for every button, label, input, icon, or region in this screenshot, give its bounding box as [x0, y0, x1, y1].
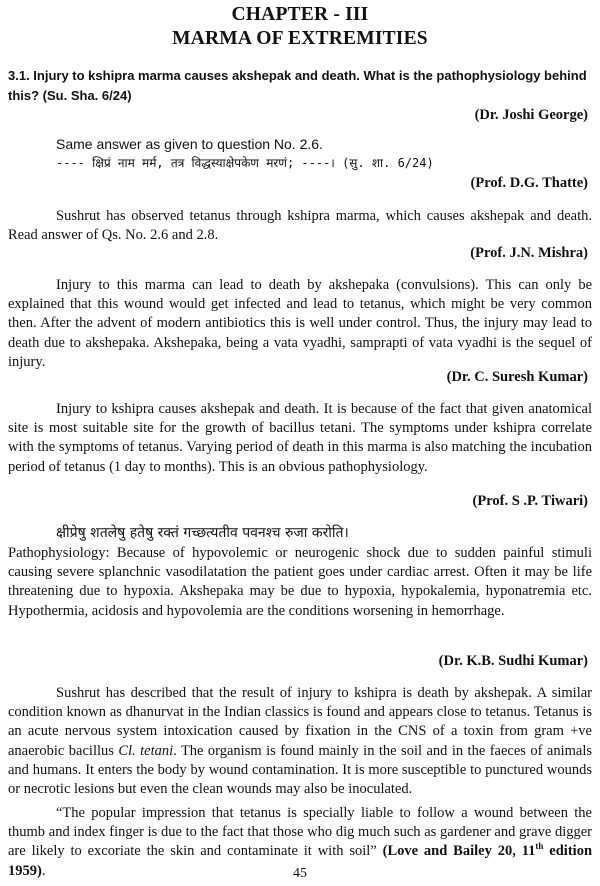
sanskrit-verse: ---- क्षिप्रं नाम मर्म, तत्र विद्धस्याक्षेपकेण मरणं; ----। (सु. शा. 6/24)	[56, 156, 434, 170]
answer-paragraph: Pathophysiology: Because of hypovolemic or neurogenic shock due to sudden painful stimuli causing severe splanchnic vasodilatation the patient goes under cardiac arrest. Often it may be life threatening due to hypoxia. Akshepaka may be due to hypoxia, hypokalemia, hyponatremia etc. Hypothermia, acidosis and hypovolemia are the conditions worsening in hemorrhage.	[8, 545, 592, 619]
page-number: 45	[293, 866, 307, 881]
text-span: .	[41, 862, 46, 879]
italic-term: Cl. tetani	[118, 742, 174, 759]
chapter-title: MARMA OF EXTREMITIES	[172, 28, 428, 49]
reference-part: (Love and Bailey 20, 11	[382, 843, 536, 860]
author-attribution: (Dr. Joshi George)	[474, 107, 588, 123]
superscript: th	[535, 841, 544, 852]
reference-part: edition 1959)	[8, 843, 593, 879]
question-heading: 3.1. Injury to kshipra marma causes akshepak and death. What is the pathophysiology behind this? (Su. Sha. 6/24)	[8, 68, 587, 103]
text-span: Sushrut has described that the result of injury to kshipra is death by akshepak. A similar condition known as dhanurvat in the Indian classics is found and appears close to tetanus. Tetanus is an acute nervous system intoxication caused by fixation in the CNS of a toxin from gram +ve anaerobic bacillus	[8, 685, 592, 759]
author-attribution: (Prof. S .P. Tiwari)	[472, 493, 588, 509]
author-attribution: (Dr. C. Suresh Kumar)	[446, 369, 588, 385]
answer-text: Same answer as given to question No. 2.6.	[56, 136, 323, 152]
answer-paragraph: Injury to this marma can lead to death by akshepaka (convulsions). This can only be explained that this wound would get infected and lead to tetanus, which might be very common then. After the advent of modern antibiotics this is well under control. Thus, the injury may lead to death due to akshepaka. Akshepaka, being a vata vyadhi, samprapti of vata vyadhi is the sequel of injury.	[8, 277, 592, 370]
sanskrit-verse: क्षीप्रेषु शतलेषु हतेषु रक्तं गच्छत्यतीव पवनश्च रुजा करोति।	[56, 525, 349, 541]
quote-text: “The popular impression that tetanus is specially liable to follow a wound between the thumb and index finger is due to the fact that those who dig much such as gardener and grave digger are likely to excoriate the skin and contaminate it with soil”	[8, 805, 592, 860]
chapter-label: CHAPTER - III	[231, 4, 369, 25]
author-attribution: (Dr. K.B. Sudhi Kumar)	[438, 653, 588, 669]
answer-paragraph: Injury to kshipra causes akshepak and death. It is because of the fact that given anatomical site is most suitable site for the growth of bacillus tetani. The symptoms under kshipra correlate with the symptoms of tetanus. Varying period of death in this marma is also matching the incubation period of tetanus (1 day to months). This is an obvious pathophysiology.	[8, 401, 592, 475]
author-attribution: (Prof. D.G. Thatte)	[470, 175, 588, 191]
author-attribution: (Prof. J.N. Mishra)	[470, 245, 588, 261]
answer-paragraph	[8, 684, 592, 799]
text-span: . The organism is found mainly in the soil and in the faeces of animals and humans. It enters the body by wound contamination. It is more susceptible to punctured wounds or necrotic lesions but even the clean wounds may also be inoculated.	[8, 742, 592, 798]
answer-paragraph: Sushrut has observed tetanus through kshipra marma, which causes akshepak and death. Read answer of Qs. No. 2.6 and 2.8.	[8, 208, 592, 244]
